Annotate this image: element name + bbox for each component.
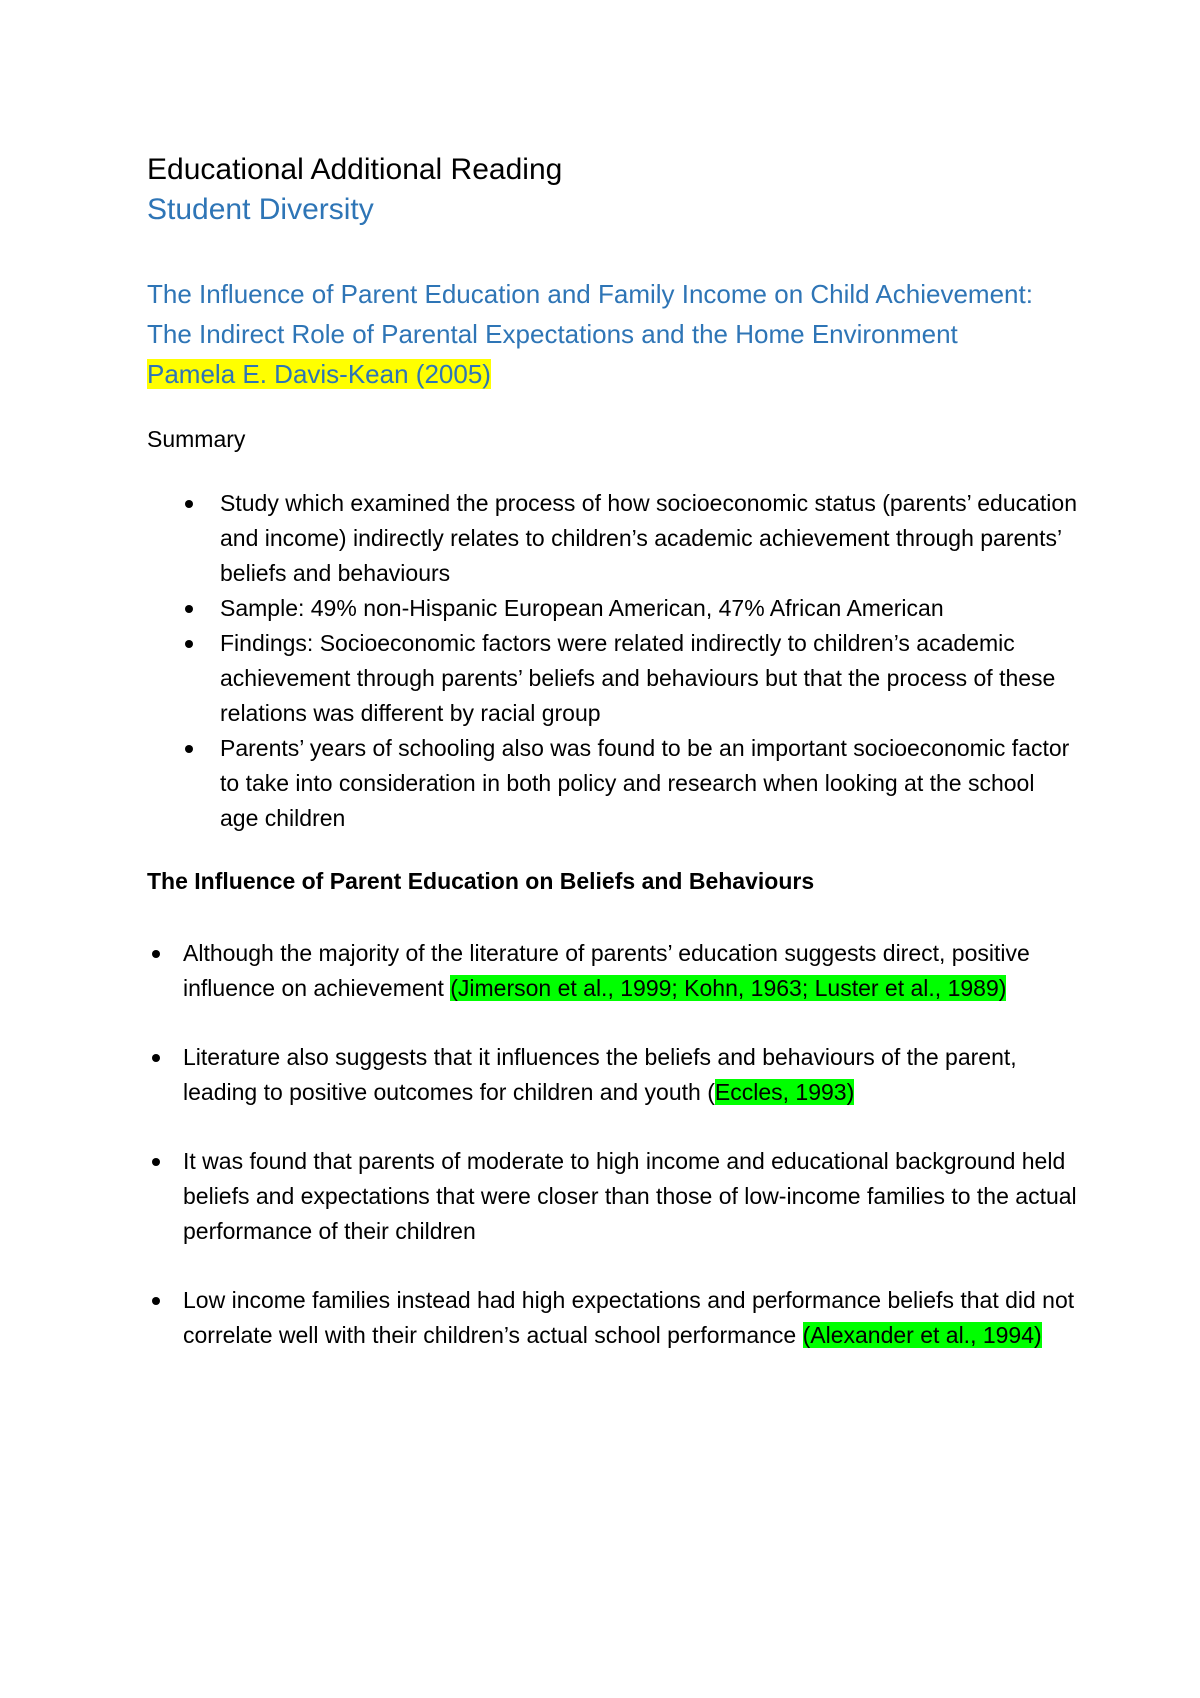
- section-item-text: Literature also suggests that it influences the beliefs and behaviours of the parent, leading to positive outcomes for children and youth (: [183, 1044, 1017, 1105]
- bullet-icon: [185, 605, 193, 613]
- summary-item: [147, 731, 1077, 836]
- paper-title: The Influence of Parent Education and Family Income on Child Achievement: The Indirect Role of Parental Expectations and the Home Environment: [147, 279, 1033, 349]
- section-heading: The Influence of Parent Education on Beliefs and Behaviours: [147, 868, 815, 894]
- bullet-icon: [185, 745, 193, 753]
- summary-item-text: Sample: 49% non-Hispanic European American, 47% African American: [220, 595, 944, 621]
- section-item-text: Although the majority of the literature of parents’ education suggests direct, positive influence on achievement: [183, 940, 1030, 1001]
- bullet-icon: [152, 950, 160, 958]
- summary-label: Summary: [147, 426, 246, 452]
- section-item-text: Low income families instead had high expectations and performance beliefs that did not correlate well with their children’s actual school performance: [183, 1287, 1075, 1348]
- paper-author: [147, 354, 1077, 394]
- section-list: [147, 936, 1077, 1353]
- section-item: [147, 1283, 1077, 1353]
- summary-list: [147, 486, 1077, 836]
- bullet-icon: [152, 1054, 160, 1062]
- summary-item-text: Parents’ years of schooling also was found to be an important socioeconomic factor to take into consideration in both policy and research when looking at the school age children: [220, 735, 1070, 831]
- bullet-icon: [152, 1158, 160, 1166]
- section-item: [147, 936, 1077, 1006]
- paper-author-highlight: Pamela E. Davis-Kean (2005): [147, 359, 491, 389]
- summary-item: [147, 626, 1077, 731]
- summary-item: [147, 591, 1077, 626]
- document-subtitle: Student Diversity: [147, 193, 374, 226]
- bullet-icon: [185, 640, 193, 648]
- section-item: [147, 1144, 1077, 1249]
- citation-highlight: (Jimerson et al., 1999; Kohn, 1963; Luster et al., 1989): [450, 975, 1007, 1001]
- summary-item-text: Study which examined the process of how socioeconomic status (parents’ education and income) indirectly relates to children’s academic achievement through parents’ beliefs and behaviours: [220, 490, 1077, 586]
- summary-item: [147, 486, 1077, 591]
- paper-reference: [147, 274, 1077, 394]
- section-item: [147, 1040, 1077, 1110]
- bullet-icon: [152, 1297, 160, 1305]
- section-item-text: It was found that parents of moderate to high income and educational background held beliefs and expectations that were closer than those of low-income families to the actual performance of their children: [183, 1148, 1077, 1244]
- citation-highlight: Eccles, 1993): [714, 1079, 855, 1105]
- bullet-icon: [185, 500, 193, 508]
- document-title: Educational Additional Reading: [147, 153, 563, 186]
- document-content: [147, 150, 1077, 1387]
- citation-highlight: (Alexander et al., 1994): [802, 1322, 1042, 1348]
- summary-item-text: Findings: Socioeconomic factors were related indirectly to children’s academic achievement through parents’ beliefs and behaviours but that the process of these relations was different by racial group: [220, 630, 1056, 726]
